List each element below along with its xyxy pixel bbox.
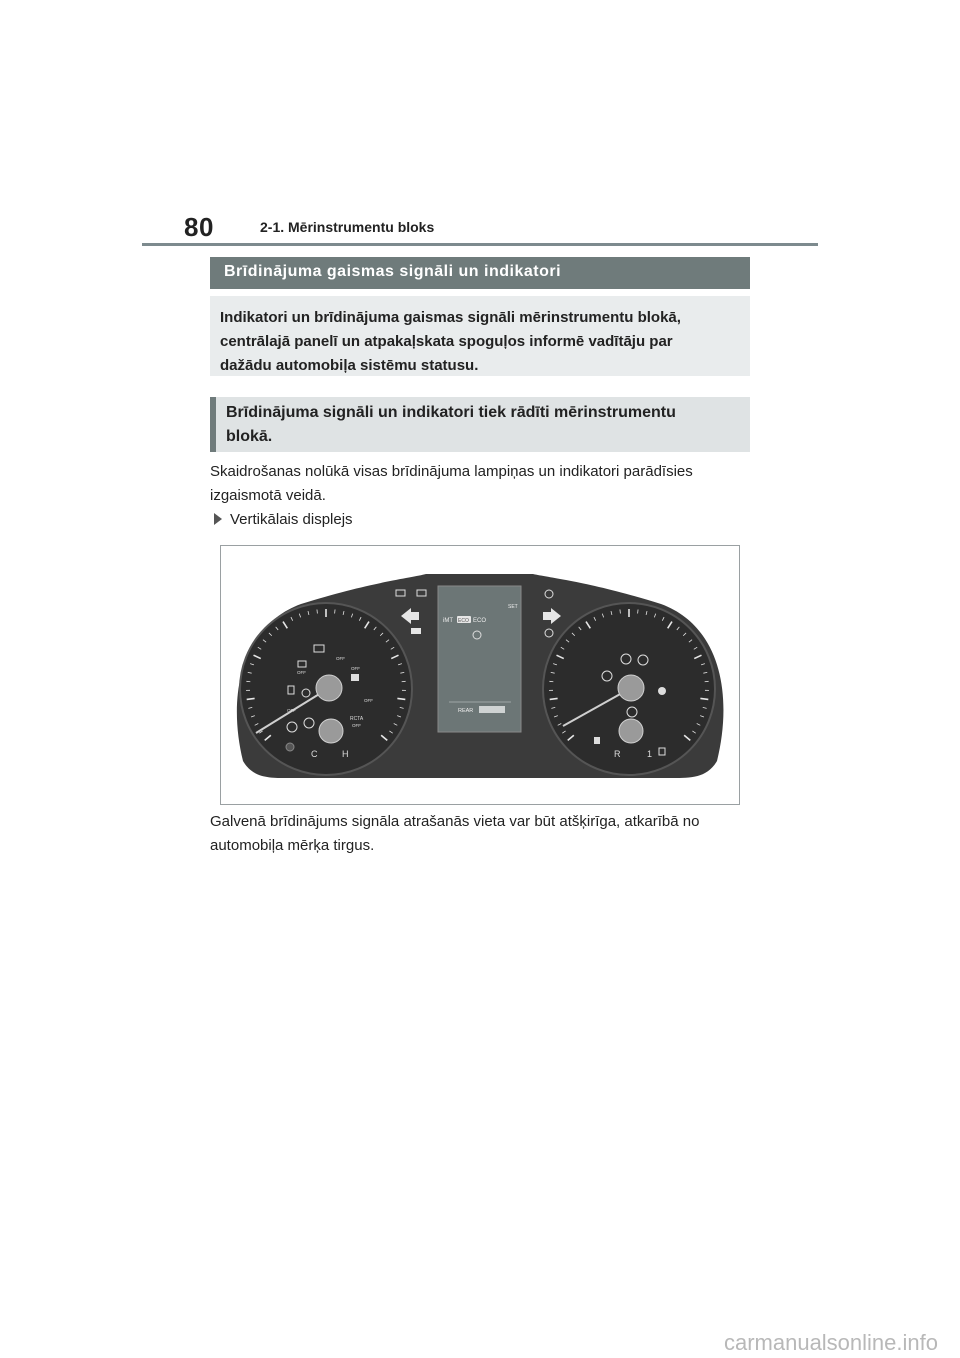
- intro-box: [210, 296, 750, 376]
- headlight-icon: [411, 628, 421, 634]
- off-label-3: OFF: [351, 666, 360, 671]
- right-hub: [618, 675, 644, 701]
- master-warning-icon: [286, 743, 294, 751]
- bullet-label: Vertikālais displejs: [230, 511, 353, 528]
- paragraph-line: izgaismotā veidā.: [210, 487, 326, 504]
- off-label-1: OFF: [297, 670, 306, 675]
- header-divider: [142, 243, 818, 246]
- cluster-illustration: [221, 546, 739, 804]
- triangle-bullet-icon: [214, 513, 222, 525]
- imt-label: iMT: [443, 618, 453, 624]
- airbag-icon: [658, 687, 666, 695]
- paragraph-line: Skaidrošanas nolūkā visas brīdinājuma lampiņas un indikatori parādīsies: [210, 463, 693, 480]
- off-label-5: OFF: [364, 698, 373, 703]
- page-number: 80: [184, 212, 214, 242]
- fuel-full-label: 1: [647, 749, 653, 759]
- instrument-cluster-figure: [220, 545, 740, 805]
- bullet-vertical-display: [214, 511, 353, 528]
- off-label-2: OFF: [336, 656, 345, 661]
- intro-line: centrālajā panelī un atpakaļskata spoguļos informē vadītāju par: [220, 333, 673, 350]
- temp-hot-label: H: [342, 749, 349, 759]
- paragraph-line: Galvenā brīdinājums signāla atrašanās vieta var būt atšķirīga, atkarībā no: [210, 813, 700, 830]
- intro-line: Indikatori un brīdinājuma gaismas signāli mērinstrumentu blokā,: [220, 309, 681, 326]
- rear-label: REAR: [458, 708, 474, 714]
- paragraph-intro: [210, 460, 750, 508]
- watermark: carmanualsonline.info: [723, 1330, 938, 1355]
- off-label-4: OFF: [287, 708, 296, 713]
- fuel-reserve-label: R: [614, 749, 621, 759]
- left-sub-hub: [319, 719, 343, 743]
- rear-seatbelt-icons: [479, 706, 505, 713]
- eco-badge: ECO: [458, 618, 469, 624]
- paragraph-line: automobiļa mērķa tirgus.: [210, 837, 375, 854]
- temp-cold-label: C: [311, 749, 318, 759]
- paragraph-note: [210, 810, 750, 858]
- subsection-title: [210, 397, 750, 452]
- right-sub-hub: [619, 719, 643, 743]
- rcta-off-label: OFF: [352, 723, 361, 728]
- set-label: SET: [508, 604, 518, 610]
- dial-tick: [397, 698, 405, 699]
- rcta-label: RCTA: [350, 716, 364, 722]
- dial-tick: [700, 698, 708, 699]
- dial-tick: [550, 698, 558, 699]
- section-title: Brīdinājuma gaismas signāli un indikatori: [210, 257, 750, 289]
- fuel-gauge-icon: [594, 737, 600, 744]
- left-hub: [316, 675, 342, 701]
- subsection-line: Brīdinājuma signāli un indikatori tiek rādīti mērinstrumentu: [226, 404, 676, 421]
- dial-tick: [247, 698, 255, 699]
- intro-line: dažādu automobiļa sistēmu statusu.: [220, 357, 479, 374]
- subsection-line: blokā.: [226, 428, 273, 445]
- eco-label: ECO: [473, 618, 487, 624]
- security-icon: [351, 674, 359, 681]
- chapter-title: 2-1. Mērinstrumentu bloks: [260, 219, 435, 235]
